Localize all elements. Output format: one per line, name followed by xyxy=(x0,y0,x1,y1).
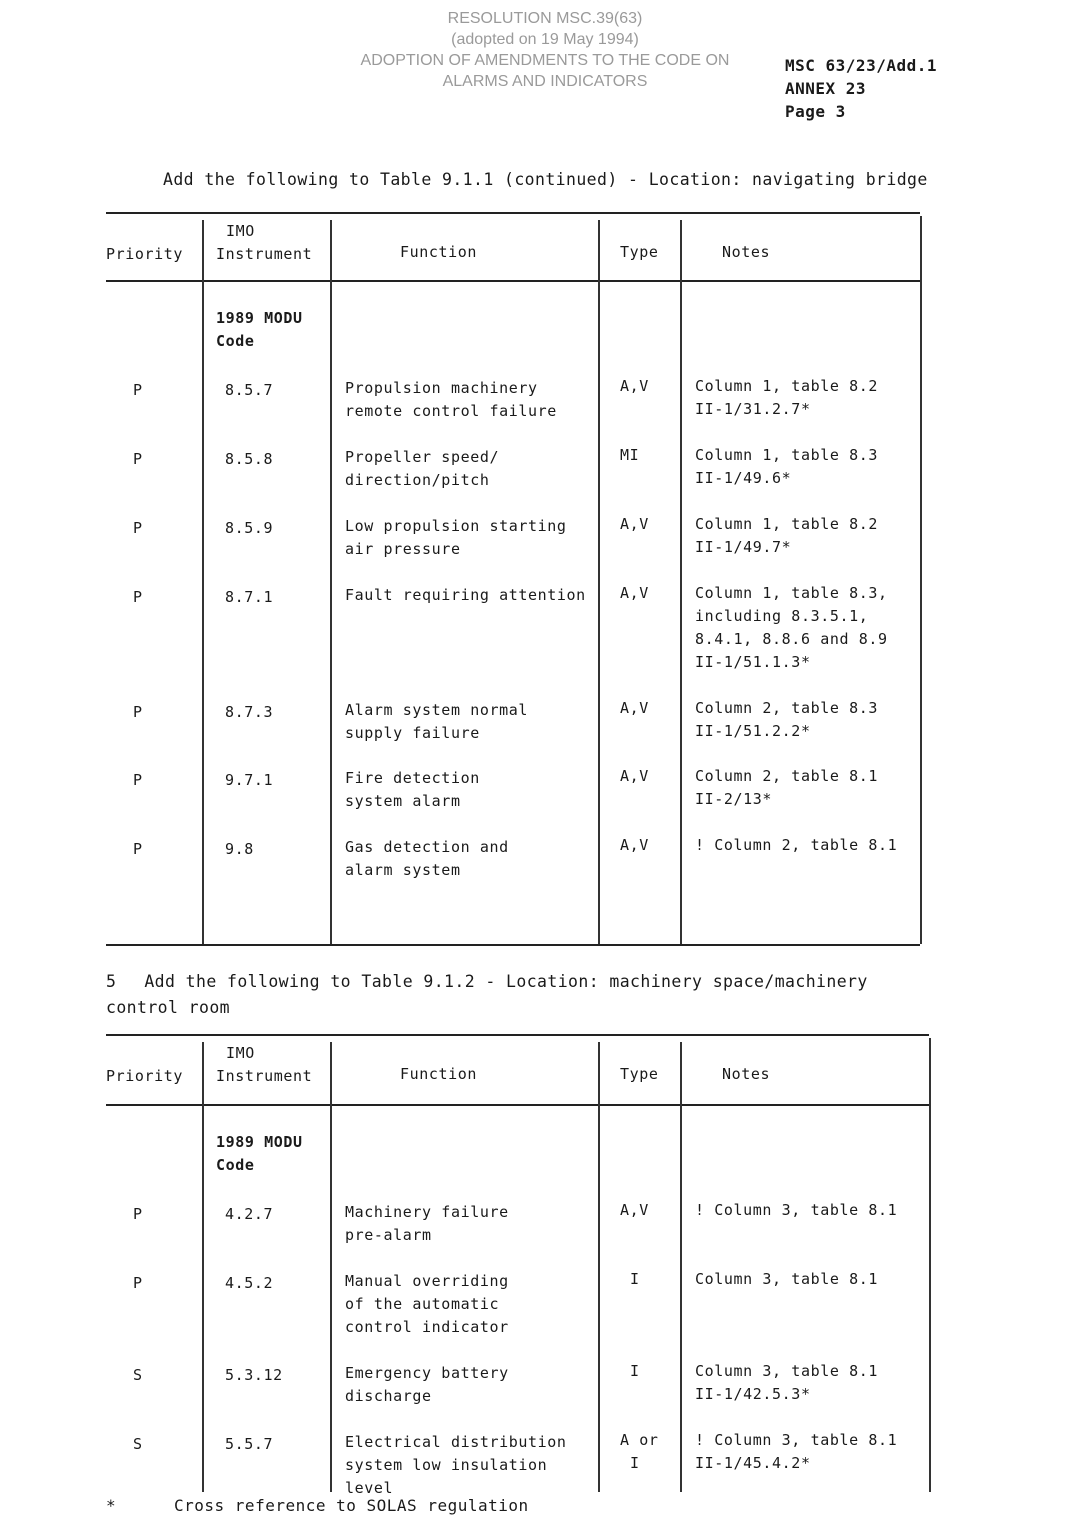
header-type: Type xyxy=(620,1065,659,1083)
table1-heading: Add the following to Table 9.1.1 (continued) - Location: navigating bridge xyxy=(163,170,928,189)
row-function: system low insulation xyxy=(345,1456,548,1474)
row-instrument: 5.3.12 xyxy=(225,1366,283,1384)
footnote-symbol: * xyxy=(106,1496,117,1515)
row-notes: Column 2, table 8.3 xyxy=(695,699,878,717)
header-instrument: Instrument xyxy=(216,245,313,263)
header-instrument: Instrument xyxy=(216,1067,313,1085)
row-notes: II-1/42.5.3* xyxy=(695,1385,811,1403)
row-notes: II-1/45.4.2* xyxy=(695,1454,811,1472)
table-right-rule xyxy=(929,1038,931,1492)
resolution-subject-line2: ALARMS AND INDICATORS xyxy=(442,73,648,90)
row-instrument: 4.5.2 xyxy=(225,1274,274,1292)
row-function: Machinery failure xyxy=(345,1203,509,1221)
table-header-rule xyxy=(106,1104,929,1106)
row-function: remote control failure xyxy=(345,402,557,420)
row-type: A,V xyxy=(620,836,649,854)
row-notes: ! Column 3, table 8.1 xyxy=(695,1431,898,1449)
row-priority: P xyxy=(133,450,143,468)
row-notes: Column 3, table 8.1 xyxy=(695,1362,878,1380)
row-function: discharge xyxy=(345,1387,432,1405)
row-instrument: 4.2.7 xyxy=(225,1205,274,1223)
row-type: I xyxy=(630,1270,640,1288)
section-number: 5 xyxy=(106,972,117,991)
row-notes: II-2/13* xyxy=(695,790,773,808)
row-instrument: 8.5.8 xyxy=(225,450,274,468)
table-top-rule xyxy=(106,1034,929,1036)
header-imo: IMO xyxy=(226,1044,255,1062)
table-column-rule xyxy=(330,1042,332,1492)
header-priority: Priority xyxy=(106,245,184,263)
row-notes: Column 3, table 8.1 xyxy=(695,1270,878,1288)
row-function: Gas detection and xyxy=(345,838,509,856)
row-notes: 8.4.1, 8.8.6 and 8.9 xyxy=(695,630,888,648)
row-priority: P xyxy=(133,1274,143,1292)
table2-heading-line1: Add the following to Table 9.1.2 - Location: machinery space/machinery xyxy=(144,972,868,991)
row-function: pre-alarm xyxy=(345,1226,432,1244)
row-priority: P xyxy=(133,519,143,537)
header-function: Function xyxy=(400,1065,478,1083)
header-function: Function xyxy=(400,243,478,261)
table-column-rule xyxy=(680,1042,682,1492)
row-function: Propulsion machinery xyxy=(345,379,538,397)
section-label-code: Code xyxy=(216,1156,255,1174)
row-instrument: 9.7.1 xyxy=(225,771,274,789)
row-notes: II-1/49.6* xyxy=(695,469,792,487)
row-type: A,V xyxy=(620,699,649,717)
row-priority: P xyxy=(133,703,143,721)
resolution-title: RESOLUTION MSC.39(63) xyxy=(447,10,643,27)
row-notes: Column 1, table 8.2 xyxy=(695,515,878,533)
row-notes: II-1/49.7* xyxy=(695,538,792,556)
row-notes: II-1/31.2.7* xyxy=(695,400,811,418)
header-notes: Notes xyxy=(722,243,771,261)
row-type: A,V xyxy=(620,1201,649,1219)
row-instrument: 5.5.7 xyxy=(225,1435,274,1453)
row-function: level xyxy=(345,1479,394,1497)
table-column-rule xyxy=(202,1042,204,1492)
header-notes: Notes xyxy=(722,1065,771,1083)
row-function: Low propulsion starting xyxy=(345,517,567,535)
row-instrument: 8.7.3 xyxy=(225,703,274,721)
row-function: of the automatic xyxy=(345,1295,500,1313)
row-notes: II-1/51.1.3* xyxy=(695,653,811,671)
row-function: Manual overriding xyxy=(345,1272,509,1290)
footnote xyxy=(106,1496,529,1515)
row-function: Fire detection xyxy=(345,769,480,787)
row-notes: Column 2, table 8.1 xyxy=(695,767,878,785)
header-priority: Priority xyxy=(106,1067,184,1085)
resolution-adopted-date: (adopted on 19 May 1994) xyxy=(451,31,639,48)
row-notes: including 8.3.5.1, xyxy=(695,607,869,625)
header-type: Type xyxy=(620,243,659,261)
row-function: Electrical distribution xyxy=(345,1433,567,1451)
row-priority: S xyxy=(133,1366,143,1384)
row-notes: Column 1, table 8.3 xyxy=(695,446,878,464)
row-priority: S xyxy=(133,1435,143,1453)
row-function: air pressure xyxy=(345,540,461,558)
row-notes: Column 1, table 8.3, xyxy=(695,584,888,602)
row-function: Alarm system normal xyxy=(345,701,528,719)
row-priority: P xyxy=(133,840,143,858)
row-notes: Column 1, table 8.2 xyxy=(695,377,878,395)
row-function: supply failure xyxy=(345,724,480,742)
row-type: A,V xyxy=(620,584,649,602)
row-instrument: 8.5.9 xyxy=(225,519,274,537)
row-notes: ! Column 3, table 8.1 xyxy=(695,1201,898,1219)
row-instrument: 8.7.1 xyxy=(225,588,274,606)
row-notes: II-1/51.2.2* xyxy=(695,722,811,740)
row-type: I xyxy=(630,1362,640,1380)
row-priority: P xyxy=(133,1205,143,1223)
row-priority: P xyxy=(133,588,143,606)
section-label-modu: 1989 MODU xyxy=(216,1133,303,1151)
row-type: I xyxy=(630,1454,640,1472)
row-type: A,V xyxy=(620,515,649,533)
row-type: A,V xyxy=(620,377,649,395)
row-instrument: 8.5.7 xyxy=(225,381,274,399)
table-column-rule xyxy=(598,1042,600,1492)
section-label-code: Code xyxy=(216,332,255,350)
row-function: alarm system xyxy=(345,861,461,879)
row-function: direction/pitch xyxy=(345,471,490,489)
row-instrument: 9.8 xyxy=(225,840,254,858)
doc-ref-page: Page 3 xyxy=(785,102,846,121)
footnote-text: Cross reference to SOLAS regulation xyxy=(174,1496,529,1515)
doc-ref-number: MSC 63/23/Add.1 xyxy=(785,56,937,75)
resolution-subject-line1: ADOPTION OF AMENDMENTS TO THE CODE ON xyxy=(360,52,730,69)
table2-heading-line2: control room xyxy=(106,998,231,1017)
row-function: Propeller speed/ xyxy=(345,448,500,466)
row-function: Emergency battery xyxy=(345,1364,509,1382)
row-function: Fault requiring attention xyxy=(345,586,586,604)
row-function: control indicator xyxy=(345,1318,509,1336)
row-priority: P xyxy=(133,771,143,789)
row-function: system alarm xyxy=(345,792,461,810)
row-type: A or xyxy=(620,1431,659,1449)
section-label-modu: 1989 MODU xyxy=(216,309,303,327)
row-notes: ! Column 2, table 8.1 xyxy=(695,836,898,854)
row-type: MI xyxy=(620,446,640,464)
row-priority: P xyxy=(133,381,143,399)
header-imo: IMO xyxy=(226,222,255,240)
row-type: A,V xyxy=(620,767,649,785)
doc-ref-annex: ANNEX 23 xyxy=(785,79,867,98)
